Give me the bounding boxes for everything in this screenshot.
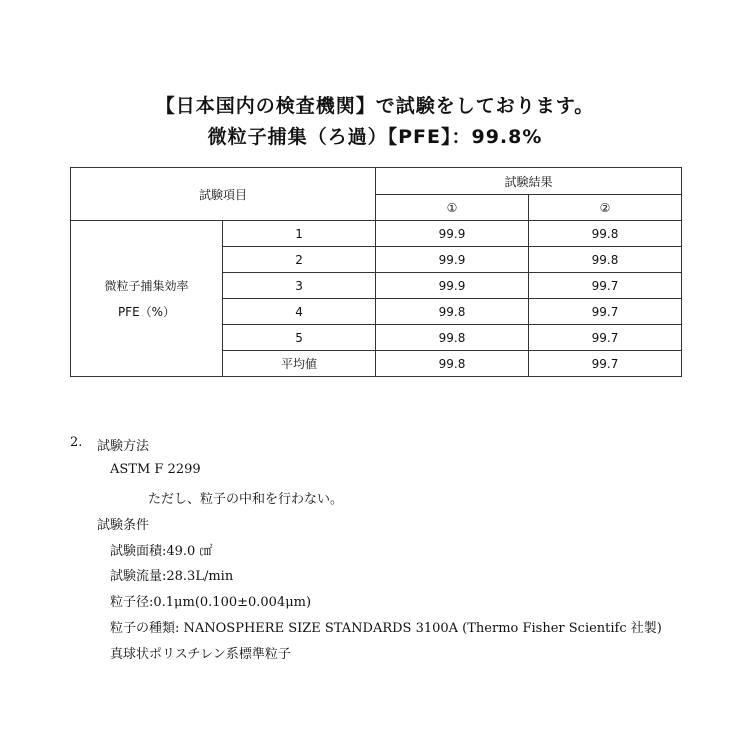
row-number: 3 xyxy=(223,273,376,299)
test-area: 試験面積:49.0 ㎠ xyxy=(110,544,213,559)
value-sample-2: 99.7 xyxy=(529,299,682,325)
value-sample-1: 99.9 xyxy=(376,247,529,273)
row-number: 4 xyxy=(223,299,376,325)
value-sample-1: 99.9 xyxy=(376,273,529,299)
table-header-row xyxy=(71,168,682,195)
row-average-label: 平均値 xyxy=(223,351,376,377)
test-flow-rate: 試験流量:28.3L/min xyxy=(110,569,234,584)
row-number: 1 xyxy=(223,221,376,247)
row-number: 5 xyxy=(223,325,376,351)
conditions-title: 試験条件 xyxy=(97,518,150,533)
particle-description: 真球状ポリスチレン系標準粒子 xyxy=(110,647,291,662)
value-sample-1: 99.8 xyxy=(376,299,529,325)
table-row xyxy=(71,221,682,247)
title-line-1: 【日本国内の検査機関】で試験をしております。 xyxy=(155,95,595,117)
particle-size: 粒子径:0.1μm(0.100±0.004μm) xyxy=(110,595,312,610)
header-sample-2: ② xyxy=(529,195,682,221)
particle-type: 粒子の種類: NANOSPHERE SIZE STANDARDS 3100A (Thermo Fisher Scientifc 社製) xyxy=(110,621,662,636)
row-label-line-1: 微粒子捕集効率 xyxy=(104,278,189,293)
value-sample-1: 99.8 xyxy=(376,325,529,351)
title-line-2: 微粒子捕集（ろ過）【PFE】：99.8% xyxy=(207,126,543,148)
value-sample-2: 99.8 xyxy=(529,221,682,247)
value-sample-1: 99.9 xyxy=(376,221,529,247)
header-sample-1: ① xyxy=(376,195,529,221)
results-table xyxy=(70,167,682,377)
row-number: 2 xyxy=(223,247,376,273)
row-label-line-2: PFE（%） xyxy=(117,304,176,319)
value-sample-2: 99.8 xyxy=(529,247,682,273)
value-sample-2: 99.7 xyxy=(529,273,682,299)
value-sample-2: 99.7 xyxy=(529,325,682,351)
value-sample-2: 99.7 xyxy=(529,351,682,377)
test-note: ただし、粒子の中和を行わない。 xyxy=(148,492,344,507)
section-title: 試験方法 xyxy=(97,439,150,454)
row-label-pfe xyxy=(71,221,223,377)
section-number: 2. xyxy=(70,435,83,450)
header-test-item: 試験項目 xyxy=(71,168,376,221)
value-sample-1: 99.8 xyxy=(376,351,529,377)
header-test-result: 試験結果 xyxy=(376,168,682,195)
test-standard: ASTM F 2299 xyxy=(110,462,201,477)
